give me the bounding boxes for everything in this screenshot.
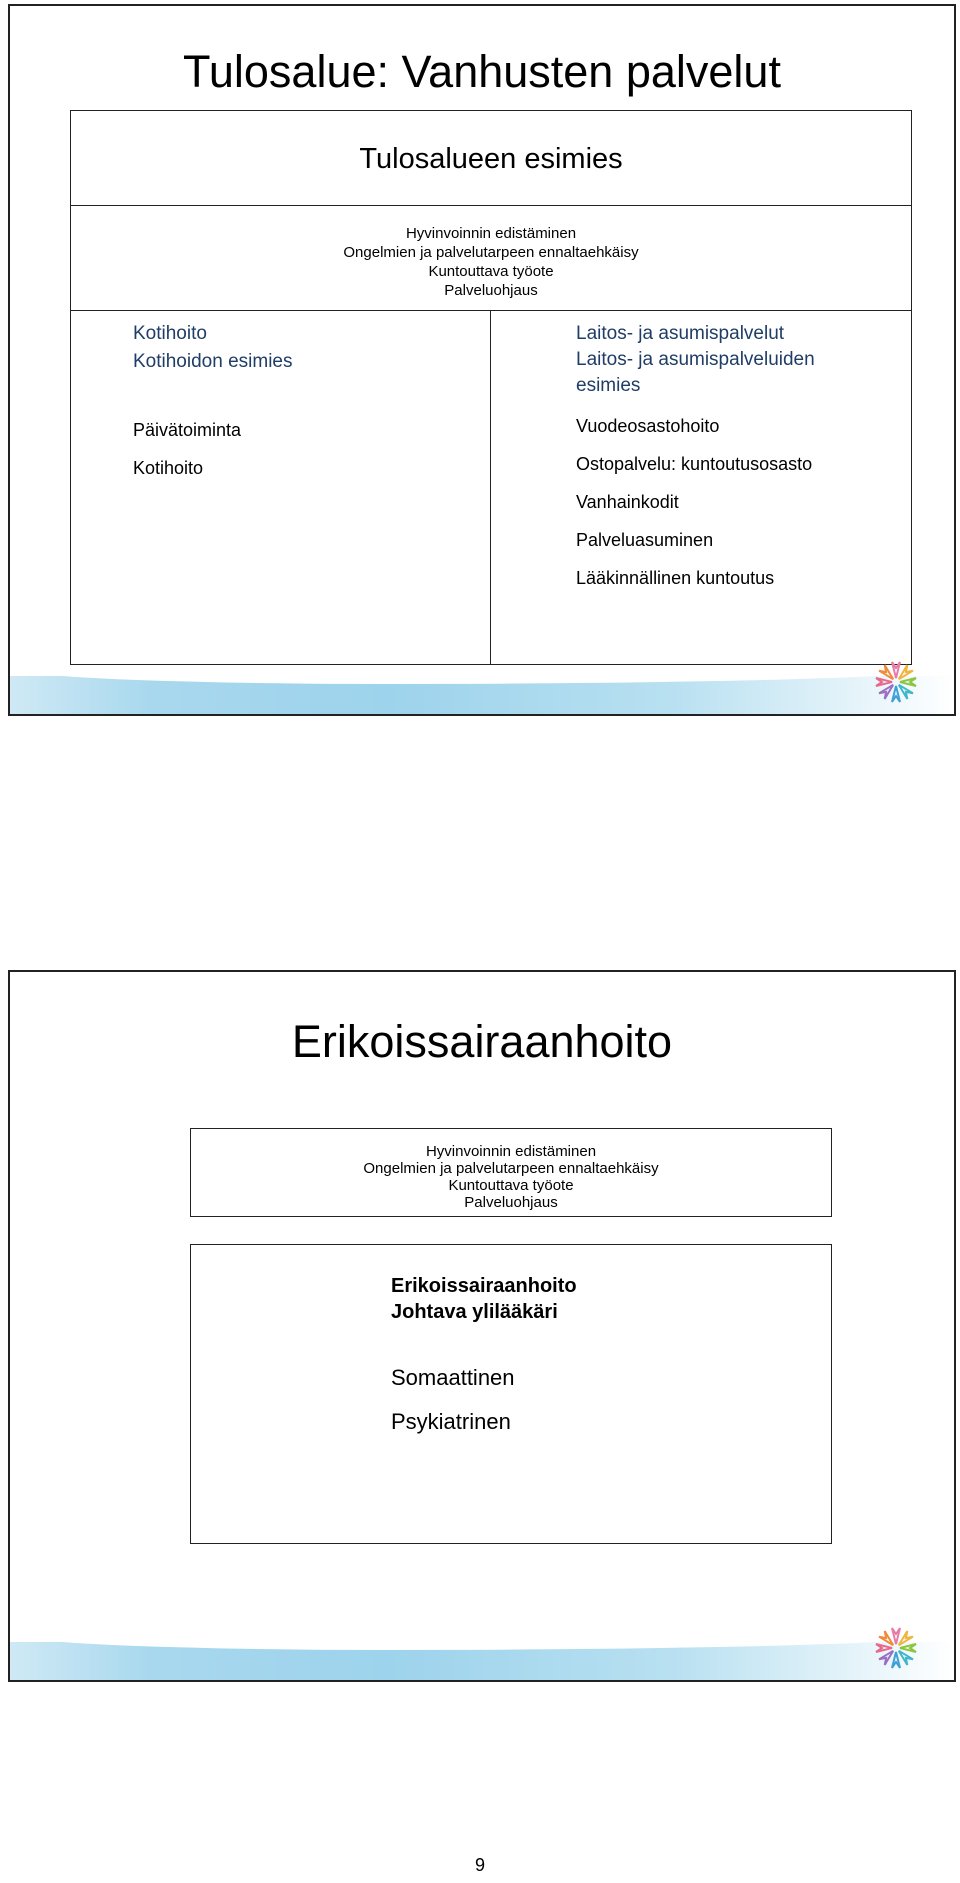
services-list: [191, 1143, 831, 1211]
head-box-label: Tulosalueen esimies: [359, 143, 623, 175]
service-item: Kuntouttava työote: [428, 263, 554, 280]
service-item: Palveluohjaus: [464, 1194, 558, 1211]
unit-item: Vanhainkodit: [576, 492, 679, 512]
unit-manager-continued: esimies: [576, 375, 641, 396]
page-number: 9: [474, 1855, 485, 1875]
unit-manager: Johtava ylilääkäri: [391, 1301, 558, 1323]
unit-item: Päivätoiminta: [133, 420, 242, 440]
unit-item: Psykiatrinen: [391, 1409, 511, 1434]
unit-item: Lääkinnällinen kuntoutus: [576, 568, 775, 588]
unit-item: Kotihoito: [133, 458, 204, 478]
service-item: Hyvinvoinnin edistäminen: [425, 1143, 597, 1160]
unit-title: Kotihoito: [133, 323, 207, 344]
slide-erikoissairaanhoito: [8, 970, 956, 1682]
slide-vanhusten-palvelut: [8, 4, 956, 716]
service-item: Ongelmien ja palvelutarpeen ennaltaehkäisy: [343, 244, 639, 261]
unit-item: Palveluasuminen: [576, 530, 714, 550]
unit-box-laitos: [490, 310, 912, 665]
unit-manager: Laitos- ja asumispalveluiden: [576, 349, 815, 370]
service-item: Hyvinvoinnin edistäminen: [405, 225, 577, 242]
unit-item: Ostopalvelu: kuntoutusosasto: [576, 454, 813, 474]
unit-manager: Kotihoidon esimies: [133, 351, 293, 372]
services-box: [70, 205, 912, 311]
service-item: Ongelmien ja palvelutarpeen ennaltaehkäisy: [363, 1160, 659, 1177]
unit-item: Vuodeosastohoito: [576, 416, 720, 436]
footer-wave: [10, 1642, 954, 1680]
slide-title: Erikoissairaanhoito: [291, 1016, 673, 1067]
unit-title: Erikoissairaanhoito: [391, 1275, 577, 1297]
unit-box-kotihoito: [70, 310, 491, 665]
services-box: [190, 1128, 832, 1217]
footer-wave: [10, 676, 954, 714]
unit-box-erikoissairaanhoito: [190, 1244, 832, 1544]
slide-title: Tulosalue: Vanhusten palvelut: [183, 46, 781, 97]
services-list: [71, 224, 911, 300]
service-item: Palveluohjaus: [444, 282, 538, 299]
unit-heading: [391, 1273, 577, 1325]
flower-logo-icon: [870, 656, 922, 708]
service-item: Kuntouttava työote: [448, 1177, 574, 1194]
unit-item: Somaattinen: [391, 1365, 515, 1390]
unit-title: Laitos- ja asumispalvelut: [576, 323, 785, 344]
flower-logo-icon: [870, 1622, 922, 1674]
head-box: [70, 110, 912, 206]
